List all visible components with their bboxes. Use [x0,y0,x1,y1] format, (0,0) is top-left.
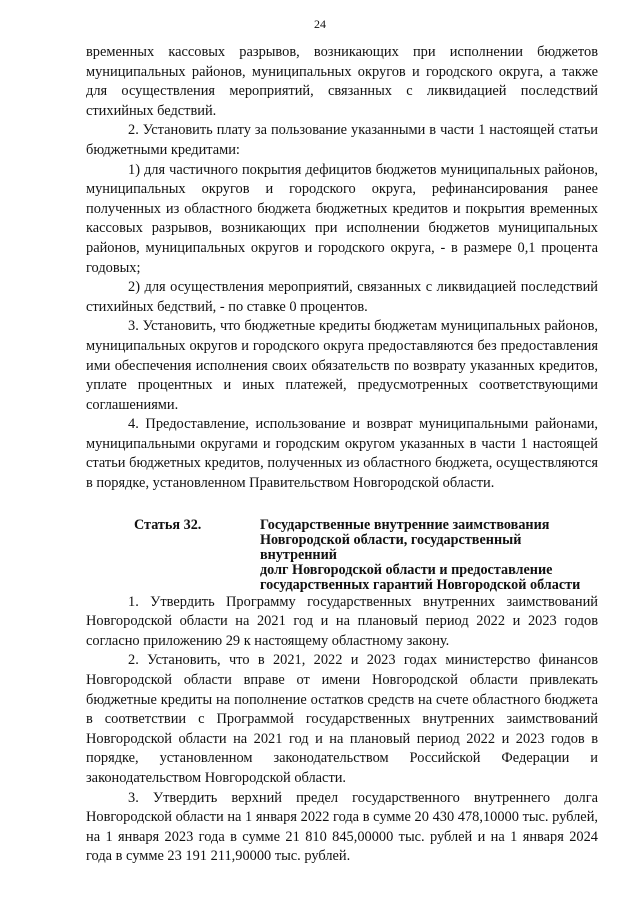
article-title-line: Государственные внутренние заимствования [260,516,550,533]
paragraph-subitem-1: 1) для частичного покрытия дефицитов бюджетов муниципальных районов, муниципальных округов и городского округа, рефинансирования ранее полученных из областного бюджета бюджетных кредитов и покрытия временных кассовых разрывов, возникающих при исполнении бюджетов муниципальных районов, муниципальных округов и городского округа, - в размере 0,1 процента годовых; [86,161,598,276]
page-number: 24 [314,17,326,31]
article-title [260,518,598,593]
paragraph-continuation: временных кассовых разрывов, возникающих при исполнении бюджетов муниципальных районов, муниципальных округов и городского округа, а также для осуществления мероприятий, связанных с ликвидацией последствий стихийных бедствий. [86,44,598,119]
article-title-line: долг Новгородской области и предоставление [260,561,553,578]
paragraph-item-3: 3. Установить, что бюджетные кредиты бюджетам муниципальных районов, муниципальных округов и городского округа предоставляются без предоставления ими обеспечения исполнения своих обязательств по возврату указанных кредитов, уплате процентных и иных платежей, предусмотренных соответствующими соглашениями. [86,318,598,413]
article-title-line: Новгородской области, государственный внутренний [260,531,522,563]
paragraph-item-4: 4. Предоставление, использование и возврат муниципальными районами, муниципальными округами и городским округом указанных в части 1 настоящей статьи бюджетных кредитов, полученных из областного бюджета, осуществляются в порядке, установленном Правительством Новгородской области. [86,416,598,492]
article-paragraph-1: 1. Утвердить Программу государственных внутренних заимствований Новгородской области на 2021 год и на плановый период 2022 и 2023 годов согласно приложению 29 к настоящему областному закону. [86,593,598,649]
paragraph-item-2: 2. Установить плату за пользование указанными в части 1 настоящей статьи бюджетными кредитами: [86,122,598,158]
article-title-line: государственных гарантий Новгородской области [260,576,581,593]
article-paragraph-3: 3. Утвердить верхний предел государственного внутреннего долга Новгородской области на 1 января 2022 года в сумме 20 430 478,10000 тыс. рублей, на 1 января 2023 года в сумме 21 810 845,00000 тыс. рублей и на 1 января 2024 года в сумме 23 191 211,90000 тыс. рублей. [86,789,598,865]
article-heading [86,518,598,593]
paragraph-subitem-2: 2) для осуществления мероприятий, связанных с ликвидацией последствий стихийных бедствий, - по ставке 0 процентов. [86,279,598,315]
document-body [86,43,598,867]
article-paragraph-2: 2. Установить, что в 2021, 2022 и 2023 годах министерство финансов Новгородской области вправе от имени Новгородской области привлекать бюджетные кредиты на пополнение остатков средств на счете областного бюджета в соответствии с Программой государственных внутренних заимствований Новгородской области на 2021 год и на плановый период 2022 и 2023 годов в порядке, установленном законодательством Российской Федерации и законодательством Новгородской области. [86,652,598,786]
article-number: Статья 32. [134,516,202,533]
